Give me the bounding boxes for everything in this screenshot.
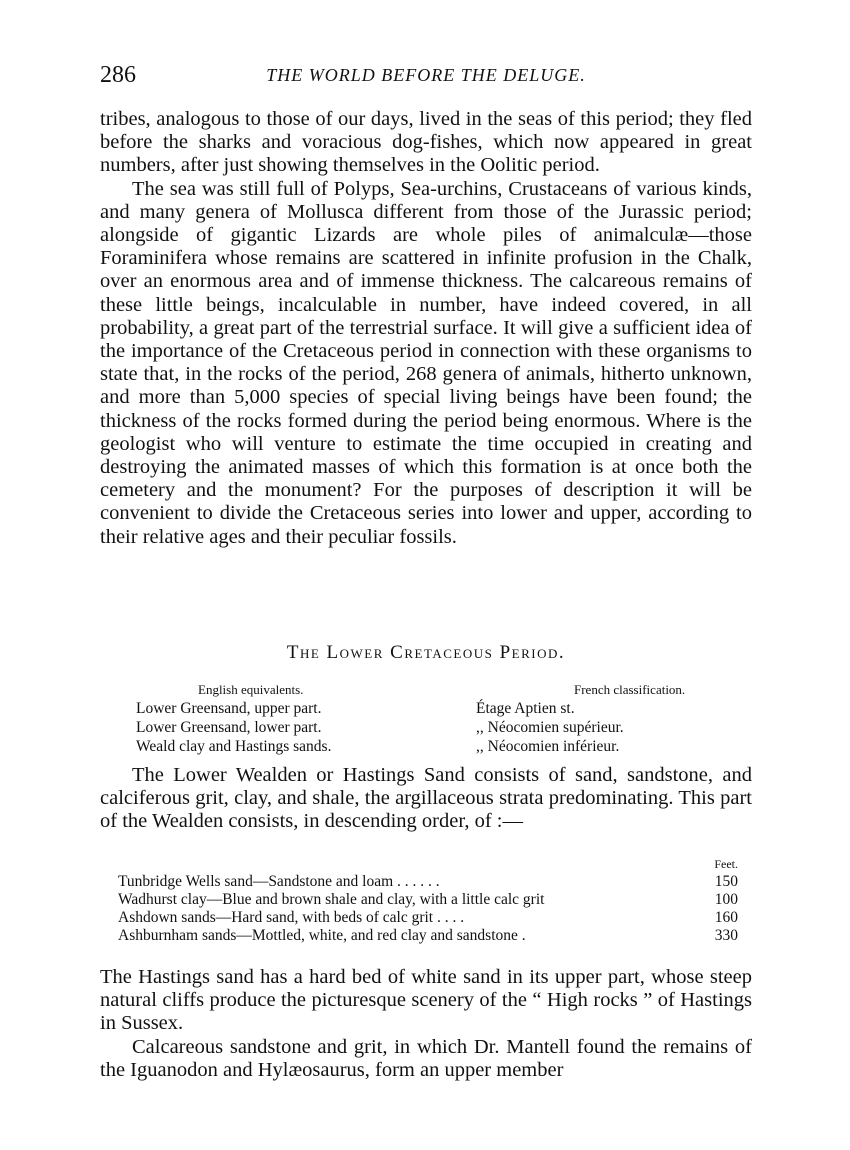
strata-desc: Wadhurst clay—Blue and brown shale and clay, with a little calc grit bbox=[118, 891, 545, 908]
correlation-row bbox=[136, 737, 726, 756]
english-cell: Lower Greensand, upper part. bbox=[136, 700, 322, 717]
strata-feet: 100 bbox=[714, 891, 738, 908]
strata-row bbox=[118, 873, 738, 891]
correlation-row bbox=[136, 718, 726, 737]
strata-feet: 150 bbox=[714, 873, 738, 890]
correlation-row bbox=[136, 699, 726, 718]
strata-feet: 330 bbox=[714, 927, 738, 944]
section-heading: The Lower Cretaceous Period. bbox=[286, 642, 566, 663]
french-header: French classification. bbox=[574, 682, 686, 697]
paragraph-1: tribes, analogous to those of our days, lived in the seas of this period; they fled before the sharks and voracious dog-fishes, which now appeared in great numbers, after just showing themselves in the Oolitic period. bbox=[100, 108, 752, 177]
strata-desc: Ashburnham sands—Mottled, white, and red clay and sandstone . bbox=[118, 927, 526, 944]
strata-row bbox=[118, 909, 738, 927]
correlation-header-row bbox=[136, 680, 726, 699]
page-header bbox=[100, 62, 752, 92]
body-text-3 bbox=[100, 966, 752, 1082]
english-cell: Weald clay and Hastings sands. bbox=[136, 738, 332, 755]
french-cell: ,, Néocomien supérieur. bbox=[476, 719, 624, 736]
paragraph-4: The Hastings sand has a hard bed of white sand in its upper part, whose steep natural cliffs produce the picturesque scenery of the “ High rocks ” of Hastings in Sussex. bbox=[100, 966, 752, 1035]
french-cell: Étage Aptien st. bbox=[476, 700, 575, 717]
running-head: THE WORLD BEFORE THE DELUGE. bbox=[266, 65, 586, 85]
body-text bbox=[100, 108, 752, 549]
paragraph-2: The sea was still full of Polyps, Sea-urchins, Crustaceans of various kinds, and many genera of Mollusca different from those of the Jurassic period; alongside of gigantic Lizards are whole piles of animalculæ—those Foraminifera whose remains are scattered in infinite profusion in the Chalk, over an enormous area and of immense thickness. The calcareous remains of these little beings, incalculable in number, have indeed covered, in all probability, a great part of the terrestrial surface. It will give a sufficient idea of the importance of the Cretaceous period in connection with these organisms to state that, in the rocks of the period, 268 genera of animals, hitherto unknown, and more than 5,000 species of special living beings have been found; the thickness of the rocks formed during the period being enormous. Where is the geologist who will venture to estimate the time occupied in creating and destroying the animated masses of which this formation is at once both the cemetery and the monument? For the purposes of description it will be convenient to divide the Cretaceous series into lower and upper, according to their relative ages and their peculiar fossils. bbox=[100, 177, 752, 548]
strata-row bbox=[118, 891, 738, 909]
english-header: English equivalents. bbox=[198, 682, 304, 697]
strata-desc: Ashdown sands—Hard sand, with beds of calc grit . . . . bbox=[118, 909, 465, 926]
body-text-2 bbox=[100, 764, 752, 834]
correlation-table bbox=[136, 680, 726, 756]
strata-feet: 160 bbox=[714, 909, 738, 926]
feet-header: Feet. bbox=[714, 857, 738, 871]
strata-row bbox=[118, 927, 738, 945]
english-cell: Lower Greensand, lower part. bbox=[136, 719, 322, 736]
page-number: 286 bbox=[100, 62, 136, 88]
paragraph-5: Calcareous sandstone and grit, in which Dr. Mantell found the remains of the Iguanodon and Hylæosaurus, form an upper member bbox=[100, 1035, 752, 1081]
strata-desc: Tunbridge Wells sand—Sandstone and loam . . . . . . bbox=[118, 873, 440, 890]
french-cell: ,, Néocomien inférieur. bbox=[476, 738, 620, 755]
strata-table bbox=[118, 855, 738, 945]
paragraph-3: The Lower Wealden or Hastings Sand consists of sand, sandstone, and calciferous grit, clay, and shale, the argillaceous strata predominating. This part of the Wealden consists, in descending order, of :— bbox=[100, 764, 752, 833]
